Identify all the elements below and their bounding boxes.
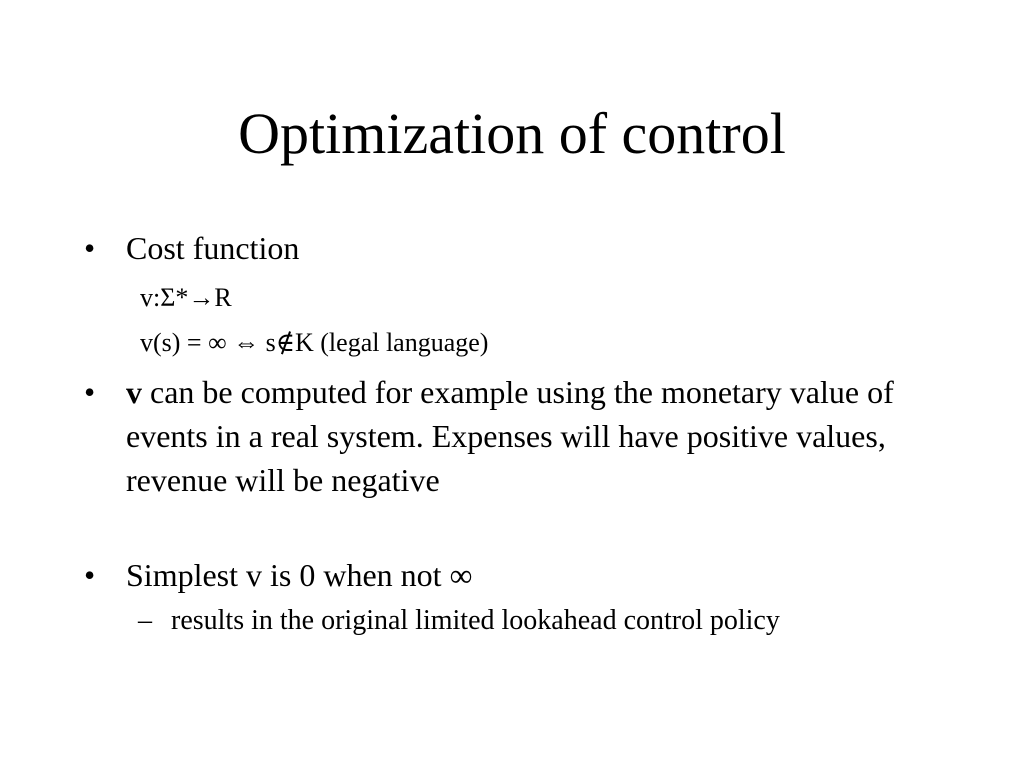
bullet-marker: • xyxy=(84,557,96,593)
bullet-body: can be computed for example using the monetary value of events in a real system. Expenses will have positive values, revenue will be negative xyxy=(126,374,894,498)
slide-title: Optimization of control xyxy=(238,101,786,166)
dash-marker: – xyxy=(138,605,152,636)
bullet-marker: • xyxy=(84,374,96,410)
bullet-bold-prefix: v xyxy=(126,374,142,410)
formula-line-signature: v:Σ*→R xyxy=(140,283,232,312)
sub-bullet-item xyxy=(138,603,780,639)
bullet-text xyxy=(126,370,944,502)
formula-line-definition: v(s) = ∞ ⇔ s∉K (legal language) xyxy=(140,328,489,357)
bullet-item-cost-function xyxy=(84,226,944,270)
bullet-item-v-computation xyxy=(84,370,944,502)
sub-bullet-text: results in the original limited lookahead control policy xyxy=(171,605,780,636)
bullet-text: Cost function xyxy=(126,230,300,266)
bullet-item-simplest-v xyxy=(84,553,944,597)
bullet-marker: • xyxy=(84,230,96,266)
bullet-text: Simplest v is 0 when not ∞ xyxy=(126,557,473,593)
